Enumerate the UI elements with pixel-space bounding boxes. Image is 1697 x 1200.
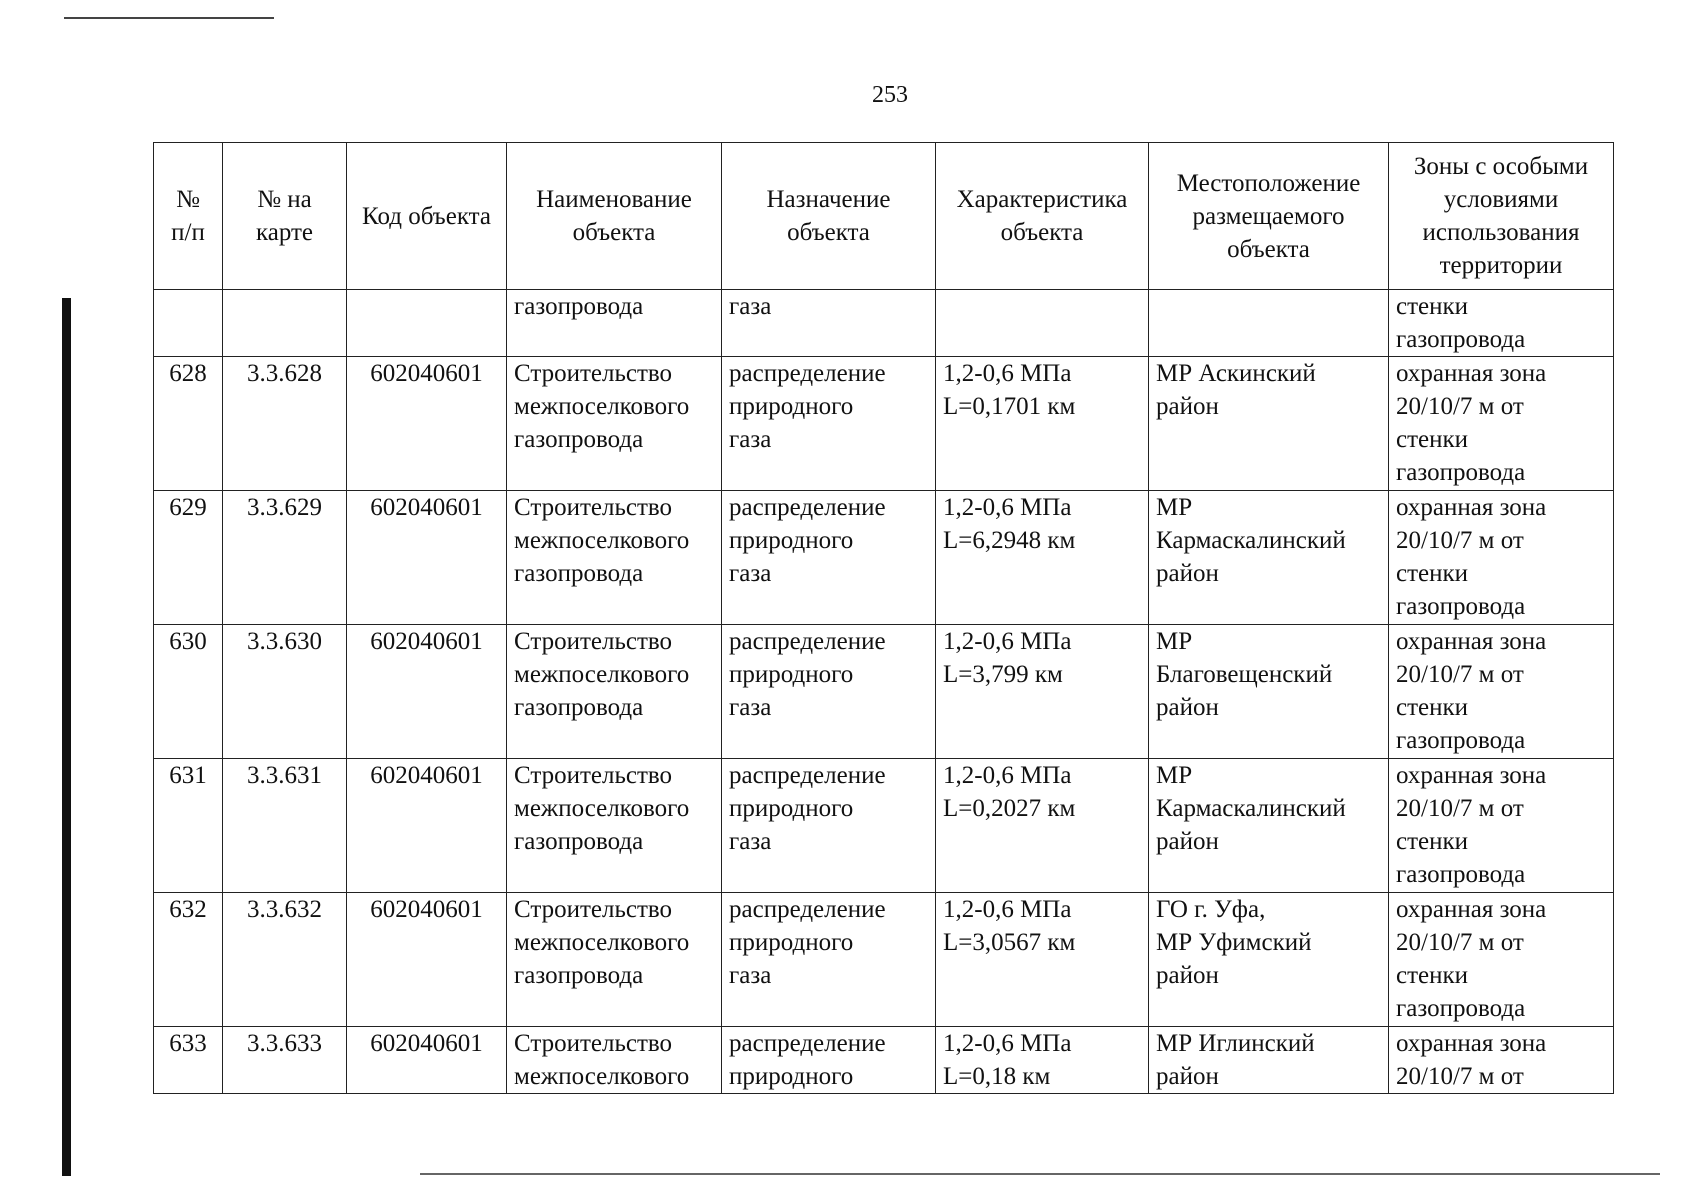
header-object-purpose: Назначение объекта bbox=[722, 143, 936, 290]
table-cell: стенки газопровода bbox=[1389, 290, 1614, 357]
table-cell: 1,2-0,6 МПа L=0,18 км bbox=[936, 1027, 1149, 1094]
table-cell: распределение природного газа bbox=[722, 625, 936, 759]
table-cell: 1,2-0,6 МПа L=3,799 км bbox=[936, 625, 1149, 759]
table-cell bbox=[223, 290, 347, 357]
objects-table bbox=[153, 142, 1614, 1094]
table-cell: 632 bbox=[154, 893, 223, 1027]
table-cell: распределение природного bbox=[722, 1027, 936, 1094]
table-row bbox=[154, 1027, 1614, 1094]
table-cell: МР Кармаскалинский район bbox=[1149, 491, 1389, 625]
header-object-location: Местоположение размещаемого объекта bbox=[1149, 143, 1389, 290]
table-cell: 602040601 bbox=[347, 1027, 507, 1094]
table-cell: 629 bbox=[154, 491, 223, 625]
table-cell: МР Кармаскалинский район bbox=[1149, 759, 1389, 893]
table-cell: Строительство межпоселкового bbox=[507, 1027, 722, 1094]
table-cell: охранная зона 20/10/7 м от стенки газопровода bbox=[1389, 357, 1614, 491]
table-cell bbox=[347, 290, 507, 357]
table-cell: газа bbox=[722, 290, 936, 357]
table-cell: ГО г. Уфа, МР Уфимский район bbox=[1149, 893, 1389, 1027]
header-object-name: Наименование объекта bbox=[507, 143, 722, 290]
table-cell: 1,2-0,6 МПа L=0,2027 км bbox=[936, 759, 1149, 893]
table-cell: распределение природного газа bbox=[722, 893, 936, 1027]
table-cell: охранная зона 20/10/7 м от стенки газопровода bbox=[1389, 759, 1614, 893]
table-cell: 631 bbox=[154, 759, 223, 893]
table-cell: распределение природного газа bbox=[722, 759, 936, 893]
table-cell: МР Благовещенский район bbox=[1149, 625, 1389, 759]
scan-artifact-left-bar bbox=[62, 298, 71, 1176]
table-cell bbox=[154, 290, 223, 357]
table-cell: 1,2-0,6 МПа L=3,0567 км bbox=[936, 893, 1149, 1027]
header-row-number: № п/п bbox=[154, 143, 223, 290]
table-row bbox=[154, 357, 1614, 491]
table-cell bbox=[1149, 290, 1389, 357]
table-cell: Строительство межпоселкового газопровода bbox=[507, 893, 722, 1027]
table-cell: распределение природного газа bbox=[722, 357, 936, 491]
table-cell: Строительство межпоселкового газопровода bbox=[507, 491, 722, 625]
table-cell: МР Иглинский район bbox=[1149, 1027, 1389, 1094]
table-cell: газопровода bbox=[507, 290, 722, 357]
table-cell: охранная зона 20/10/7 м от bbox=[1389, 1027, 1614, 1094]
header-special-zones: Зоны с особыми условиями использования территории bbox=[1389, 143, 1614, 290]
table-cell: 602040601 bbox=[347, 357, 507, 491]
table-cell: 630 bbox=[154, 625, 223, 759]
table-cell: 3.3.629 bbox=[223, 491, 347, 625]
table-cell: Строительство межпоселкового газопровода bbox=[507, 759, 722, 893]
table-cell: 3.3.631 bbox=[223, 759, 347, 893]
table-cell: 1,2-0,6 МПа L=0,1701 км bbox=[936, 357, 1149, 491]
table-cell: 628 bbox=[154, 357, 223, 491]
table-cell: охранная зона 20/10/7 м от стенки газопровода bbox=[1389, 625, 1614, 759]
header-object-characteristic: Характеристика объекта bbox=[936, 143, 1149, 290]
header-object-code: Код объекта bbox=[347, 143, 507, 290]
table-row-continuation bbox=[154, 290, 1614, 357]
table-cell: 633 bbox=[154, 1027, 223, 1094]
table-cell: 602040601 bbox=[347, 625, 507, 759]
table-cell bbox=[936, 290, 1149, 357]
table-row bbox=[154, 893, 1614, 1027]
table-cell: охранная зона 20/10/7 м от стенки газопровода bbox=[1389, 491, 1614, 625]
scan-artifact-top-line bbox=[64, 17, 274, 19]
page-number: 253 bbox=[872, 82, 908, 108]
scan-artifact-bottom-line bbox=[420, 1173, 1660, 1175]
table-row bbox=[154, 625, 1614, 759]
table-cell: охранная зона 20/10/7 м от стенки газопровода bbox=[1389, 893, 1614, 1027]
table-cell: 3.3.628 bbox=[223, 357, 347, 491]
table-cell: 1,2-0,6 МПа L=6,2948 км bbox=[936, 491, 1149, 625]
header-map-number: № на карте bbox=[223, 143, 347, 290]
table-row bbox=[154, 759, 1614, 893]
table-cell: Строительство межпоселкового газопровода bbox=[507, 625, 722, 759]
table-cell: 3.3.633 bbox=[223, 1027, 347, 1094]
table-cell: 602040601 bbox=[347, 893, 507, 1027]
table-cell: 3.3.630 bbox=[223, 625, 347, 759]
table-cell: Строительство межпоселкового газопровода bbox=[507, 357, 722, 491]
table-cell: МР Аскинский район bbox=[1149, 357, 1389, 491]
table-cell: 602040601 bbox=[347, 759, 507, 893]
table-cell: 3.3.632 bbox=[223, 893, 347, 1027]
table-row bbox=[154, 491, 1614, 625]
table-header-row bbox=[154, 143, 1614, 290]
table-cell: распределение природного газа bbox=[722, 491, 936, 625]
table-cell: 602040601 bbox=[347, 491, 507, 625]
